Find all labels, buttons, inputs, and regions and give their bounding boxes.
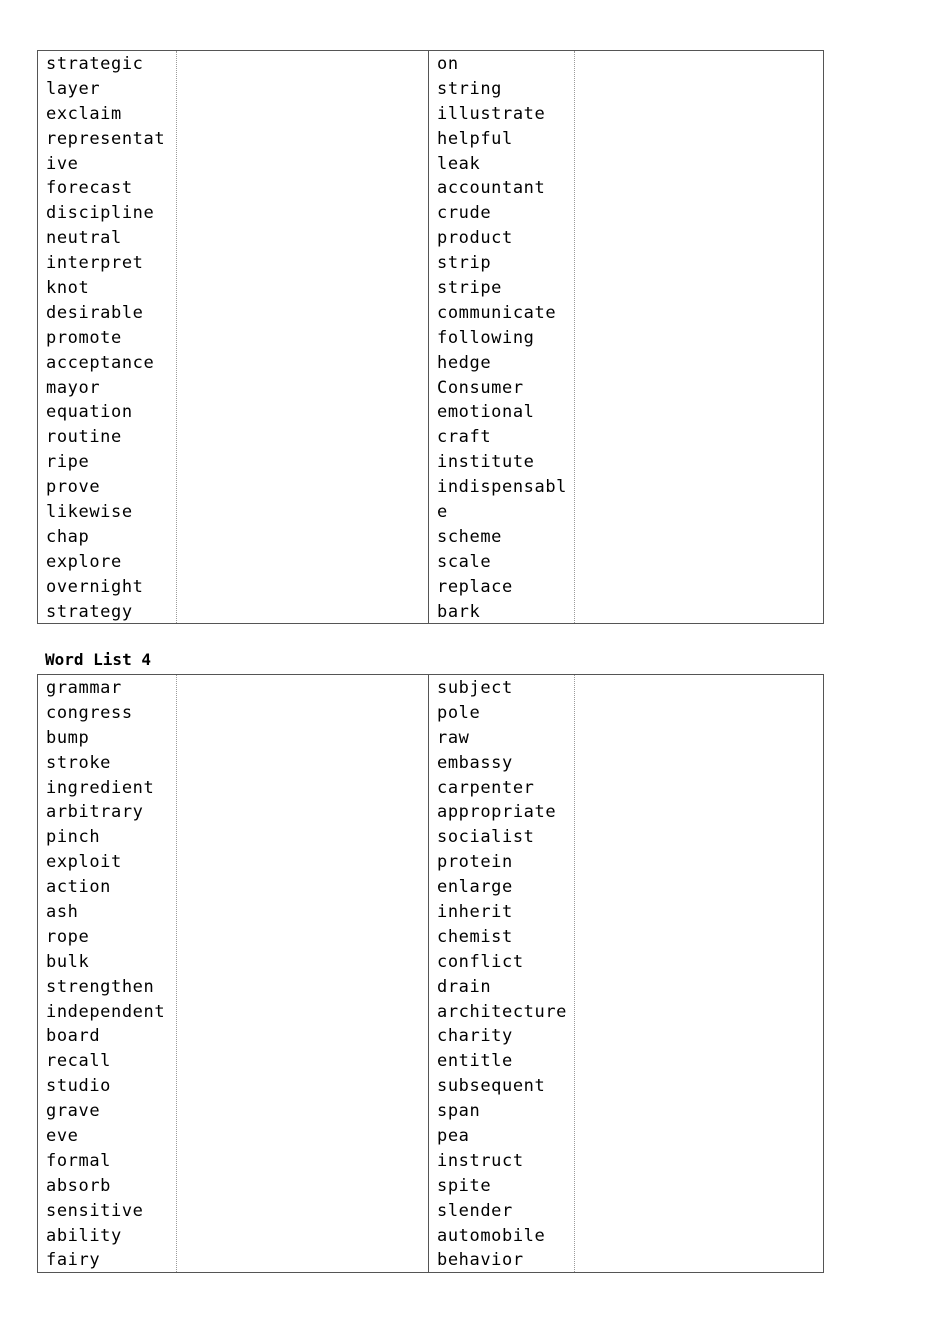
word-cell: accountant	[437, 178, 546, 199]
word-cell: subsequent	[437, 1076, 546, 1097]
word-cell: absorb	[46, 1175, 112, 1196]
word-cell: institute	[437, 452, 535, 473]
word-cell: behavior	[437, 1250, 524, 1271]
word-cell: representat	[46, 128, 166, 149]
word-cell: craft	[437, 427, 492, 448]
word-cell: ripe	[46, 452, 90, 473]
word-cell: prove	[46, 477, 101, 498]
word-cell: scheme	[437, 526, 503, 547]
word-cell: sensitive	[46, 1200, 144, 1221]
table1-right-word-column	[428, 51, 574, 623]
word-cell: protein	[437, 852, 513, 873]
word-cell: acceptance	[46, 352, 155, 373]
word-cell: string	[437, 78, 503, 99]
word-cell: pole	[437, 702, 481, 723]
word-cell: illustrate	[437, 103, 546, 124]
word-cell: helpful	[437, 128, 513, 149]
word-cell: arbitrary	[46, 802, 144, 823]
word-cell: studio	[46, 1076, 112, 1097]
word-cell: following	[437, 327, 535, 348]
word-table-1	[37, 50, 824, 624]
word-cell: bark	[437, 601, 481, 622]
word-cell: on	[437, 54, 459, 74]
table2-right-meaning-column	[574, 675, 823, 1272]
word-cell: layer	[46, 78, 101, 99]
word-cell: pea	[437, 1126, 470, 1147]
table2-left-word-column	[38, 675, 176, 1272]
word-cell: inherit	[437, 902, 513, 923]
word-cell: replace	[437, 576, 513, 597]
word-cell: emotional	[437, 402, 535, 423]
word-cell: desirable	[46, 302, 144, 323]
word-cell: ive	[46, 153, 79, 174]
word-cell: architecture	[437, 1001, 568, 1022]
word-cell: action	[46, 877, 112, 898]
word-cell: neutral	[46, 228, 122, 249]
word-cell: enlarge	[437, 877, 513, 898]
word-cell: e	[437, 502, 448, 523]
word-cell: embassy	[437, 752, 513, 773]
word-cell: leak	[437, 153, 481, 174]
word-cell: span	[437, 1101, 481, 1122]
word-table-2	[37, 674, 824, 1273]
word-cell: bulk	[46, 951, 90, 972]
word-cell: strengthen	[46, 976, 155, 997]
word-cell: independent	[46, 1001, 166, 1022]
word-cell: overnight	[46, 576, 144, 597]
word-cell: board	[46, 1026, 101, 1047]
word-cell: spite	[437, 1175, 492, 1196]
word-cell: ash	[46, 902, 79, 923]
word-cell: exploit	[46, 852, 122, 873]
word-cell: mayor	[46, 377, 101, 398]
word-cell: bump	[46, 727, 90, 748]
word-cell: conflict	[437, 951, 524, 972]
word-cell: formal	[46, 1150, 112, 1171]
word-cell: indispensabl	[437, 477, 568, 498]
word-cell: ability	[46, 1225, 122, 1246]
word-cell: strategic	[46, 54, 144, 74]
word-cell: grave	[46, 1101, 101, 1122]
table1-left-word-column	[38, 51, 176, 623]
word-cell: strip	[437, 253, 492, 274]
word-cell: entitle	[437, 1051, 513, 1072]
word-cell: pinch	[46, 827, 101, 848]
word-cell: carpenter	[437, 777, 535, 798]
word-cell: drain	[437, 976, 492, 997]
word-cell: exclaim	[46, 103, 122, 124]
word-cell: eve	[46, 1126, 79, 1147]
word-cell: promote	[46, 327, 122, 348]
table2-left-meaning-column	[176, 675, 428, 1272]
word-cell: instruct	[437, 1150, 524, 1171]
table1-right-meaning-column	[574, 51, 823, 623]
table2-right-word-column	[428, 675, 574, 1272]
table1-left-meaning-column	[176, 51, 428, 623]
word-cell: fairy	[46, 1250, 101, 1271]
word-cell: equation	[46, 402, 133, 423]
word-cell: scale	[437, 551, 492, 572]
word-cell: stroke	[46, 752, 112, 773]
word-cell: stripe	[437, 278, 503, 299]
word-cell: recall	[46, 1051, 112, 1072]
word-cell: rope	[46, 926, 90, 947]
word-cell: knot	[46, 278, 90, 299]
word-cell: raw	[437, 727, 470, 748]
word-cell: chemist	[437, 926, 513, 947]
word-cell: hedge	[437, 352, 492, 373]
word-cell: grammar	[46, 678, 122, 698]
word-cell: socialist	[437, 827, 535, 848]
word-list-4-title: Word List 4	[45, 650, 151, 669]
word-cell: communicate	[437, 302, 557, 323]
word-cell: charity	[437, 1026, 513, 1047]
word-cell: interpret	[46, 253, 144, 274]
word-cell: automobile	[437, 1225, 546, 1246]
word-cell: chap	[46, 526, 90, 547]
word-cell: subject	[437, 678, 513, 698]
word-cell: explore	[46, 551, 122, 572]
word-cell: forecast	[46, 178, 133, 199]
word-cell: ingredient	[46, 777, 155, 798]
word-cell: slender	[437, 1200, 513, 1221]
word-cell: congress	[46, 702, 133, 723]
word-cell: Consumer	[437, 377, 524, 398]
word-cell: strategy	[46, 601, 133, 622]
word-cell: product	[437, 228, 513, 249]
word-cell: likewise	[46, 502, 133, 523]
word-cell: discipline	[46, 203, 155, 224]
word-cell: routine	[46, 427, 122, 448]
word-cell: crude	[437, 203, 492, 224]
word-cell: appropriate	[437, 802, 557, 823]
